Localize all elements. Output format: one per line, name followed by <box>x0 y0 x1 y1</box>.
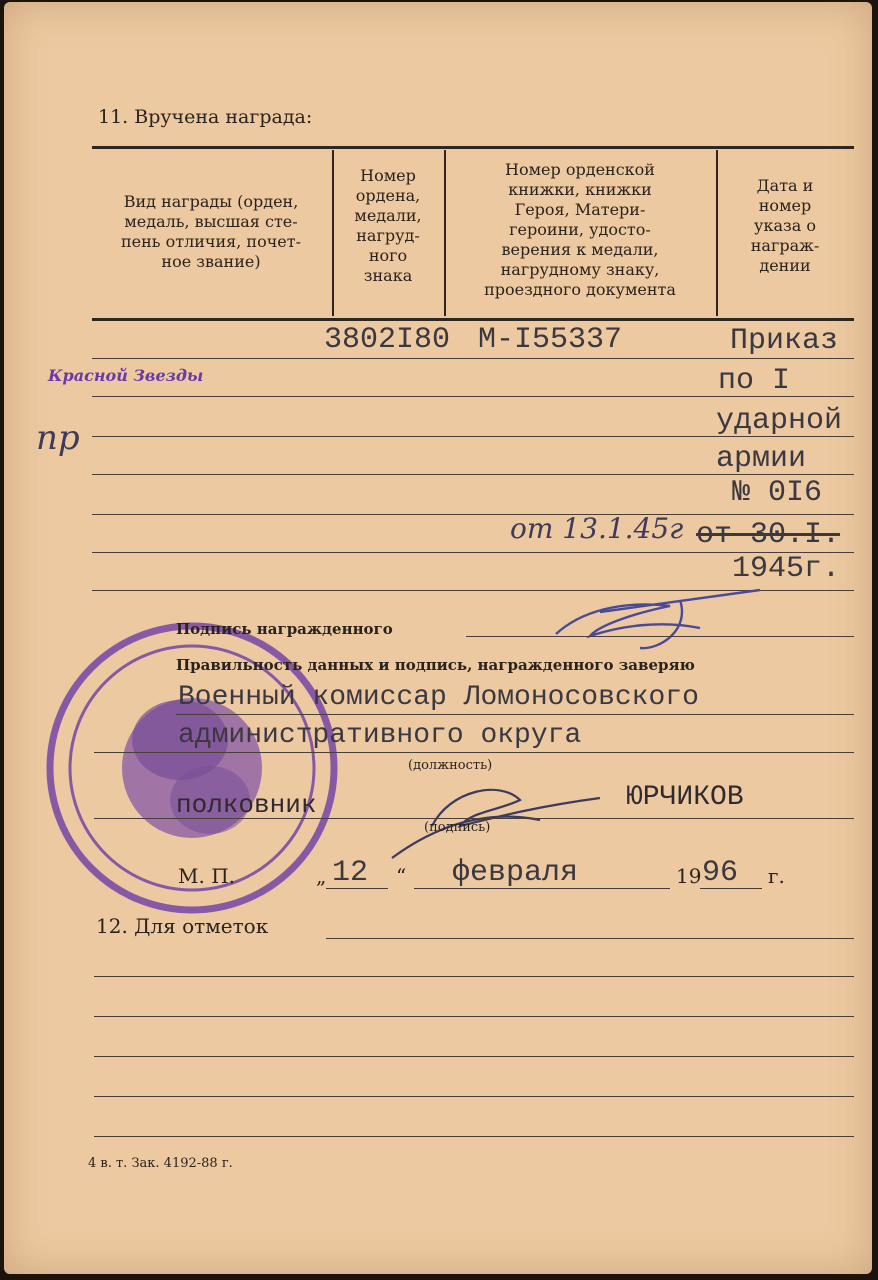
section-11-title: 11. Вручена награда: <box>98 106 313 128</box>
stamp-place-label: М. П. <box>178 864 235 888</box>
date-month: февраля <box>452 856 579 890</box>
date-day: 12 <box>332 856 369 890</box>
award-type-stamp: Красной Звезды <box>48 366 204 385</box>
position-caption: (должность) <box>408 758 493 773</box>
award-number: 3802I80 <box>324 323 451 357</box>
section-12-title: 12. Для отметок <box>96 914 269 938</box>
notes-rule <box>94 976 854 977</box>
certify-label: Правильность данных и подпись, награжденного заверяю <box>176 656 695 674</box>
decree-number: № 0I6 <box>732 476 823 510</box>
decree-year: 1945г. <box>732 552 841 586</box>
position-line-1: Военный комиссар Ломоносовского <box>178 682 699 713</box>
date-close-quote: “ <box>396 864 407 888</box>
rank: полковник <box>176 790 317 820</box>
month-underline <box>414 888 670 889</box>
signature-caption: (подпись) <box>424 820 491 835</box>
header-order-number: Номер ордена, медали, нагруд- ного знака <box>354 166 422 285</box>
header-decree-date: Дата и номер указа о награж- дении <box>750 176 820 275</box>
year-suffix: 96 <box>702 856 739 890</box>
position-rule-2 <box>94 752 854 753</box>
year-underline <box>700 888 762 889</box>
recipient-signature-label: Подпись награжденного <box>176 620 393 638</box>
header-book-number: Номер орденской книжки, книжки Героя, Матери- героини, удосто- верения к медали, нагрудному знаку, проездного документа <box>484 160 676 299</box>
notes-rule <box>94 1056 854 1057</box>
position-line-2: административного округа <box>178 720 582 751</box>
book-number: М-I55337 <box>478 323 623 357</box>
handwritten-date: от 13.1.45г <box>510 512 684 545</box>
recipient-signature <box>556 590 760 648</box>
decree-line-1: Приказ <box>730 324 839 358</box>
decree-date-struck: от 30.I. <box>696 518 841 552</box>
decree-line-3: ударной <box>716 404 843 438</box>
notes-rule <box>94 1136 854 1137</box>
year-unit: г. <box>768 864 785 888</box>
notes-rule <box>326 938 854 939</box>
signature-line <box>466 636 854 637</box>
year-prefix: 19 <box>676 864 702 888</box>
position-rule-1 <box>176 714 854 715</box>
header-award-type: Вид награды (орден, медаль, высшая сте- пень отличия, почет- ное звание) <box>120 192 301 271</box>
date-open-quote: „ <box>316 864 327 888</box>
notes-rule <box>94 1096 854 1097</box>
commissar-name: ЮРЧИКОВ <box>626 782 744 813</box>
margin-note: пр <box>36 418 80 458</box>
signature-rule <box>94 818 854 819</box>
day-underline <box>326 888 388 889</box>
notes-rule <box>94 1016 854 1017</box>
print-info: 4 в. т. Зак. 4192-88 г. <box>88 1156 233 1171</box>
decree-line-4: армии <box>716 442 807 476</box>
decree-line-2: по I <box>718 364 791 398</box>
